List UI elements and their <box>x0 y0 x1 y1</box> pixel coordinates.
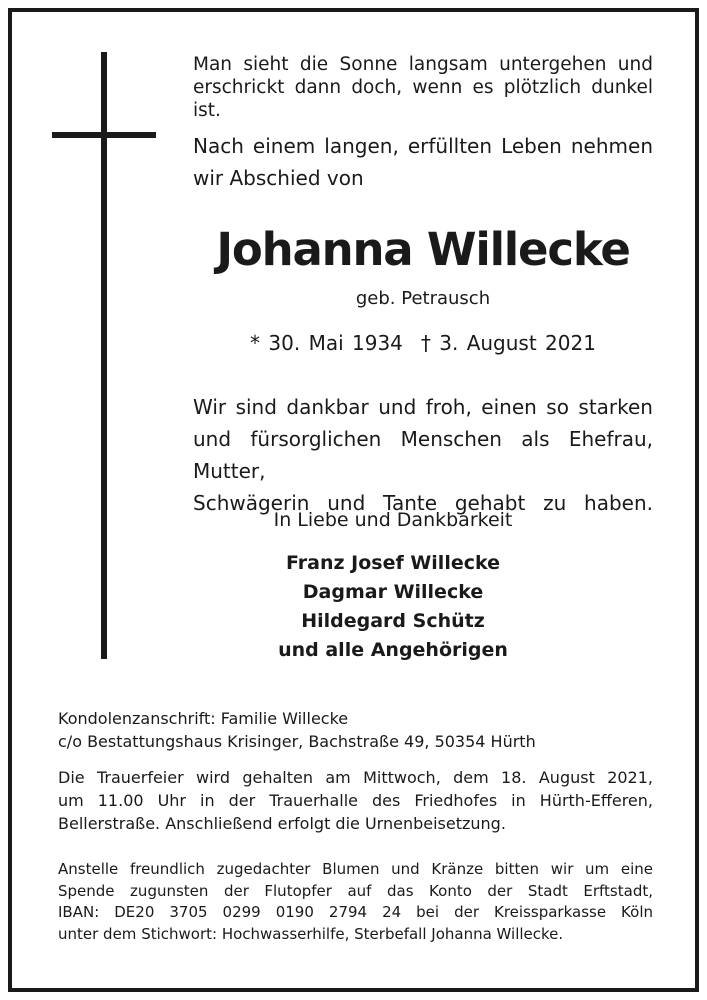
condolence-line-1: Kondolenzanschrift: Familie Willecke <box>58 709 349 728</box>
opening-quote <box>193 53 653 122</box>
life-dates <box>193 329 653 357</box>
tribute-line-2: und fürsorglichen Menschen als Ehefrau, Mutter, <box>193 427 653 483</box>
mourners-list <box>193 549 593 665</box>
tribute-line-1: Wir sind dankbar und froh, einen so starken <box>193 395 653 419</box>
tribute-text <box>193 391 653 519</box>
donation-line-1: Anstelle freundlich zugedachter Blumen und Kränze bitten wir um eine <box>58 860 653 878</box>
mourner-name: und alle Angehörigen <box>278 639 508 661</box>
mourner-name: Franz Josef Willecke <box>285 552 500 574</box>
funeral-line-2: um 11.00 Uhr in der Trauerhalle des Friedhofes in Hürth-Efferen, <box>58 791 653 810</box>
deceased-name: Johanna Willecke <box>216 223 630 276</box>
donation-line-3: IBAN: DE20 3705 0299 0190 2794 24 bei der Kreissparkasse Köln <box>58 903 653 921</box>
quote-line-1: Man sieht die Sonne langsam untergehen und <box>193 54 653 75</box>
birth-date: * 30. Mai 1934 <box>250 331 403 355</box>
tribute-line-3: Schwägerin und Tante gehabt zu haben. <box>193 491 653 515</box>
farewell-intro <box>193 130 653 194</box>
condolence-line-2: c/o Bestattungshaus Krisinger, Bachstraße 49, 50354 Hürth <box>58 732 536 751</box>
death-date: † 3. August 2021 <box>420 331 596 355</box>
donation-line-4: unter dem Stichwort: Hochwasserhilfe, Sterbefall Johanna Willecke. <box>58 924 564 943</box>
intro-line-2: wir Abschied von <box>193 166 364 190</box>
birth-name: geb. Petrausch <box>355 288 491 309</box>
funeral-line-1: Die Trauerfeier wird gehalten am Mittwoch, dem 18. August 2021, <box>58 768 653 787</box>
donation-request <box>58 859 653 945</box>
funeral-line-3: Bellerstraße. Anschließend erfolgt die Urnenbeisetzung. <box>58 814 506 833</box>
donation-line-2: Spende zugunsten der Flutopfer auf das Konto der Stadt Erftstadt, <box>58 881 653 900</box>
condolence-address <box>58 707 653 753</box>
cross-vertical-bar <box>101 52 107 659</box>
intro-line-1: Nach einem langen, erfüllten Leben nehmen <box>193 134 653 158</box>
closing-phrase: In Liebe und Dankbarkeit <box>273 509 513 531</box>
quote-line-2: erschrickt dann doch, wenn es plötzlich dunkel ist. <box>193 77 653 121</box>
mourner-name: Dagmar Willecke <box>302 581 484 603</box>
cross-horizontal-bar <box>52 132 156 138</box>
mourner-name: Hildegard Schütz <box>301 610 485 632</box>
funeral-notice <box>58 766 653 835</box>
